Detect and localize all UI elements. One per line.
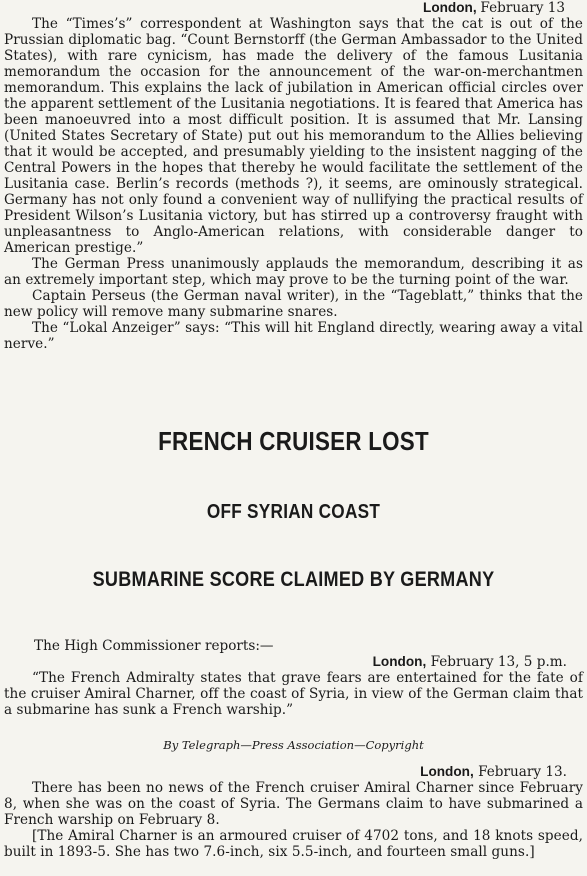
intro-paragraph-3: Captain Perseus (the German naval writer), in the “Tageblatt,” thinks that the new policy will remove many submarine snares. xyxy=(4,288,583,320)
dateline-second-date: February 13, 5 p.m. xyxy=(430,654,567,670)
intro-paragraph-2: The German Press unanimously applauds the memorandum, describing it as an extremely important step, which may prove to be the turning point of the war. xyxy=(4,256,583,288)
final-article xyxy=(0,780,587,860)
dateline-top xyxy=(0,0,587,16)
dateline-third-date: February 13. xyxy=(478,764,567,780)
dateline-top-date: February 13 xyxy=(480,0,565,16)
headline-main: FRENCH CRUISER LOST xyxy=(158,426,429,456)
intro-paragraph-4: The “Lokal Anzeiger” says: “This will hit England directly, wearing away a vital nerve.” xyxy=(4,320,583,352)
final-paragraph-1: There has been no news of the French cruiser Amiral Charner since February 8, when she was on the coast of Syria. The Germans claim to have submarined a French warship on February 8. xyxy=(4,780,583,828)
dateline-third xyxy=(0,764,587,780)
headline-third: SUBMARINE SCORE CLAIMED BY GERMANY xyxy=(92,568,495,591)
press-credit: By Telegraph—Press Association—Copyright xyxy=(163,738,424,752)
dateline-top-place: London, xyxy=(423,0,477,15)
dateline-second xyxy=(0,654,587,670)
admiralty-quote: “The French Admiralty states that grave fears are entertained for the fate of the cruiser Amiral Charner, off the coast of Syria, in view of the German claim that a submarine has sunk a French warship.” xyxy=(4,670,583,718)
dateline-third-place: London, xyxy=(420,764,474,779)
intro-paragraph-1: The “Times’s” correspondent at Washington says that the cat is out of the Prussian diplomatic bag. “Count Bernstorff (the German Ambassador to the United States), with rare cynicism, has made the delivery of the famous Lusitania memorandum the occasion for the announcement of the war-on-merchantmen memorandum. This explains the lack of jubilation in American official circles over the apparent settlement of the Lusitania negotiations. It is feared that America has been manoeuvred into a most difficult position. It is assumed that Mr. Lansing (United States Secretary of State) put out his memorandum to the Allies believing that it would be accepted, and presumably yielding to the insistent nagging of the Central Powers in the hopes that thereby he would facilitate the settlement of the Lusitania case. Berlin’s records (methods ?), it seems, are ominously strategical. Germany has not only found a convenient way of nullifying the practical results of President Wilson’s Lusitania victory, but has stirred up a controversy fraught with unpleasantness to Anglo-American relations, with considerable danger to American prestige.” xyxy=(4,16,583,256)
dateline-second-place: London, xyxy=(372,654,427,669)
final-paragraph-2: [The Amiral Charner is an armoured cruiser of 4702 tons, and 18 knots speed, built in 1893-5. She has two 7.6-inch, six 5.5-inch, and fourteen small guns.] xyxy=(4,828,583,860)
headline-sub: OFF SYRIAN COAST xyxy=(206,501,381,523)
intro-article xyxy=(0,16,587,352)
commissioner-line: The High Commissioner reports:— xyxy=(34,638,274,654)
